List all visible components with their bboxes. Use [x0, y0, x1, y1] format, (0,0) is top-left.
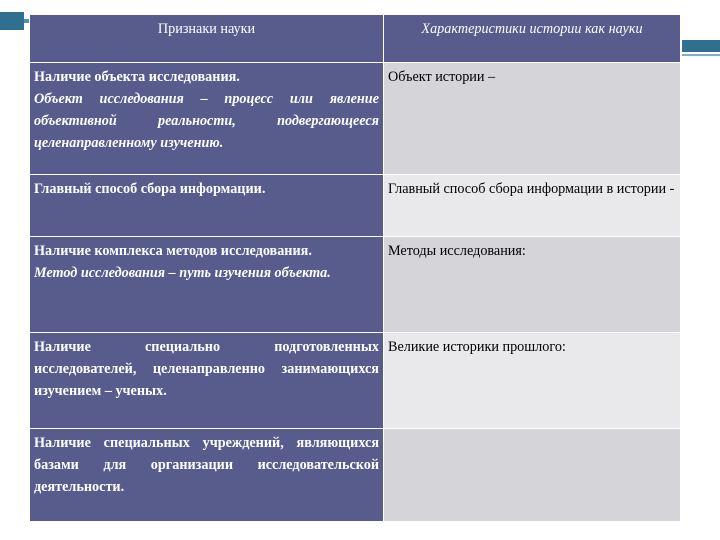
slide-decoration-stripe	[682, 54, 720, 56]
slide-decoration-left	[0, 12, 24, 30]
characteristic-cell	[384, 175, 681, 237]
sign-main-text: Наличие специальных учреждений, являющихся базами для организации исследовательской деятельности.	[34, 435, 379, 495]
characteristic-cell	[384, 237, 681, 333]
sign-cell	[30, 63, 384, 175]
slide-decoration-right	[682, 40, 720, 52]
sign-cell	[30, 237, 384, 333]
characteristic-text: Объект истории –	[388, 69, 496, 85]
header-signs: Признаки науки	[30, 15, 384, 63]
sign-main-text: Наличие объекта исследования.	[34, 69, 240, 85]
characteristic-text: Великие историки прошлого:	[388, 339, 566, 355]
characteristic-cell	[384, 333, 681, 429]
sign-cell	[30, 333, 384, 429]
table-row	[30, 63, 681, 175]
science-characteristics-table	[29, 14, 681, 522]
characteristic-text: Главный способ сбора информации в истории -	[388, 181, 675, 197]
table-row	[30, 333, 681, 429]
table-header-row	[30, 15, 681, 63]
sign-note-text: Метод исследования – путь изучения объекта.	[34, 265, 331, 281]
characteristic-cell	[384, 429, 681, 522]
sign-cell	[30, 429, 384, 522]
sign-main-text: Главный способ сбора информации.	[34, 181, 266, 197]
sign-main-text: Наличие специально подготовленных исследователей, целенаправленно занимающихся изучением – ученых.	[34, 339, 379, 399]
characteristic-text: Методы исследования:	[388, 243, 526, 259]
table-row	[30, 237, 681, 333]
characteristic-cell	[384, 63, 681, 175]
header-characteristics: Характеристики истории как науки	[384, 15, 681, 63]
table-row	[30, 429, 681, 522]
sign-cell	[30, 175, 384, 237]
sign-main-text: Наличие комплекса методов исследования.	[34, 243, 312, 259]
table-row	[30, 175, 681, 237]
sign-note-text: Объект исследования – процесс или явление объективной реальности, подвергающееся целенаправленному изучению.	[34, 91, 379, 151]
